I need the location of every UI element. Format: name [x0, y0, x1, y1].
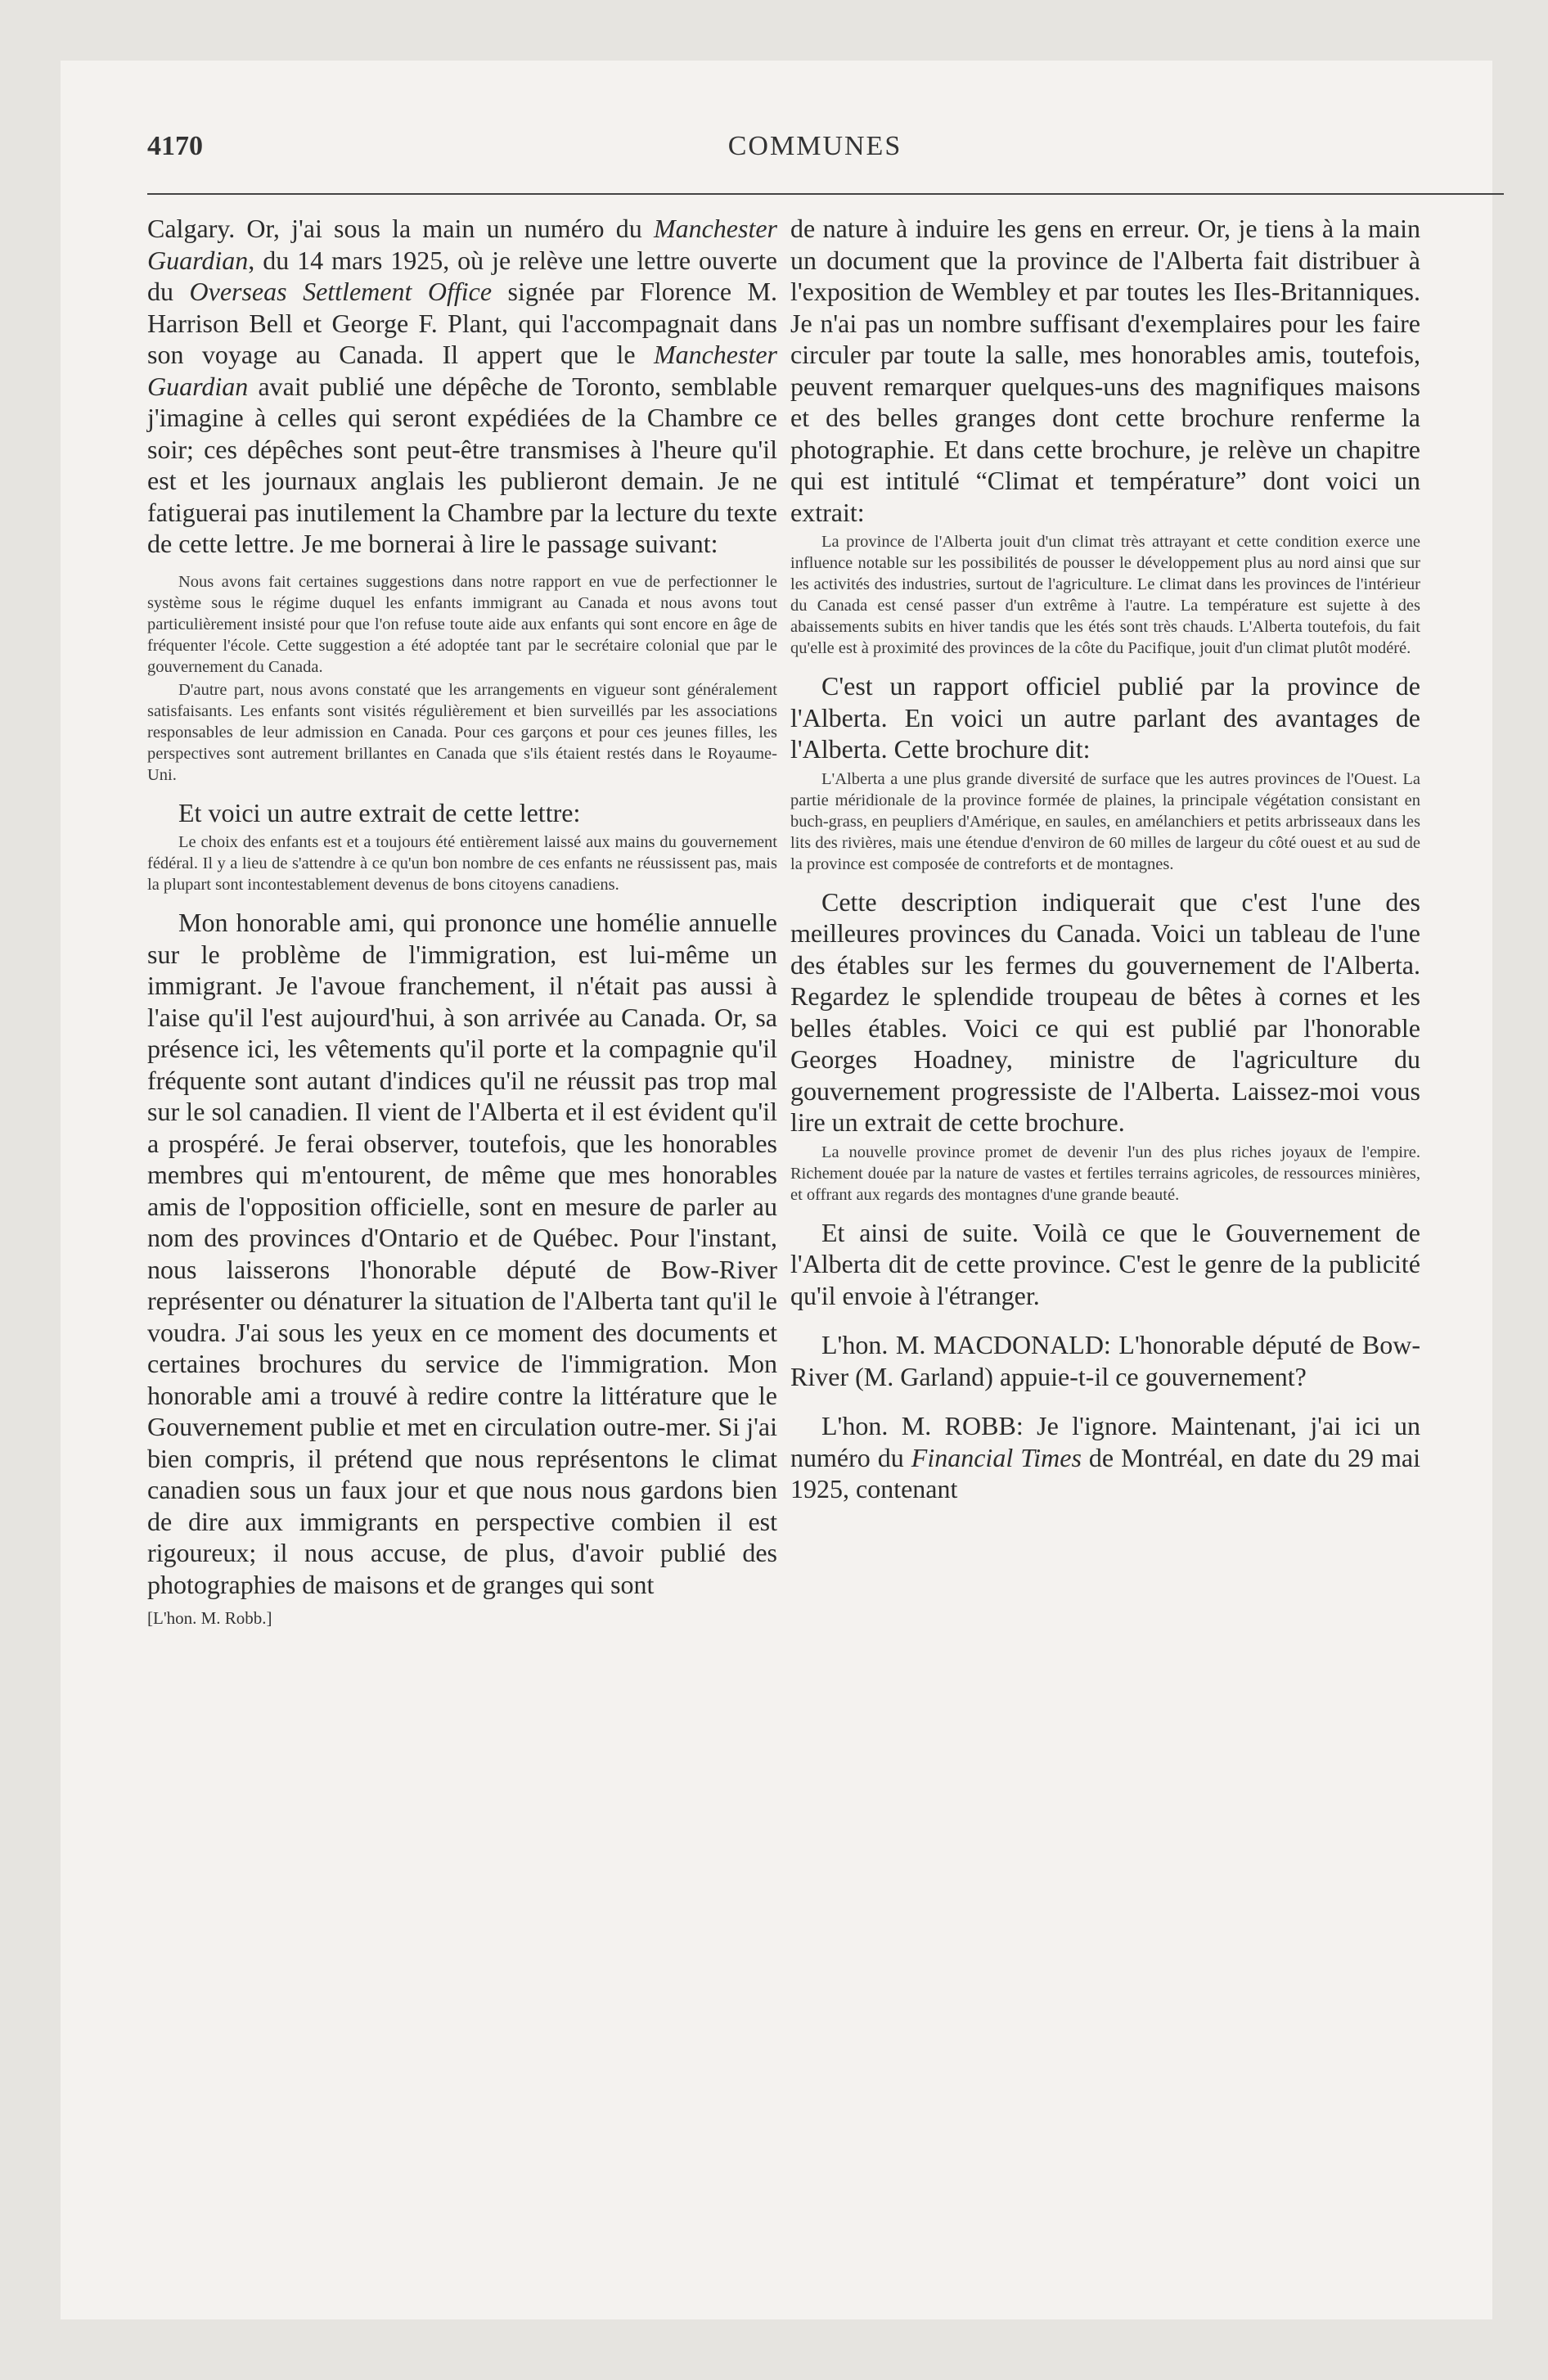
quotation: La nouvelle province promet de devenir l'un des plus riches joyaux de l'empire. Richement douée par la nature de vastes et fertiles terrains agricoles, de ressources minières, et offrant aux regards des montagnes d'une grande beauté. — [790, 1143, 1420, 1204]
paragraph: Et ainsi de suite. Voilà ce que le Gouvernement de l'Alberta dit de cette province. C'est le genre de la publicité qu'il envoie à l'étranger. — [790, 1217, 1420, 1310]
paragraph: L'hon. M. ROBB: Je l'ignore. Maintenant, j'ai ici un numéro du Financial Times de Montréal, en date du 29 mai 1925, contenant — [790, 1411, 1420, 1503]
quotation: Nous avons fait certaines suggestions dans notre rapport en vue de perfectionner le système sous le régime duquel les enfants immigrant au Canada et nous avons tout particulièrement insisté pour que l'on refuse toute aide aux enfants qui sont encore en âge de fréquenter l'école. Cette suggestion a été adoptée tant par le secrétaire colonial que par le gouvernement du Canada. — [147, 572, 777, 676]
paragraph: Cette description indiquerait que c'est l'une des meilleures provinces du Canada. Voici un tableau de l'une des étables sur les fermes du gouvernement de l'Alberta. Regardez le splendide troupeau de bêtes à cornes et les belles étables. Voici ce qui est publié par l'honorable Georges Hoadney, ministre de l'agriculture du gouvernement progressiste de l'Alberta. Laissez-moi vous lire un extrait de cette brochure. — [790, 886, 1420, 1137]
paragraph: Calgary. Or, j'ai sous la main un numéro du Manchester Guardian, du 14 mars 1925, où je relève une lettre ouverte du Overseas Settlement Office signée par Florence M. Harrison Bell et George F. Plant, qui l'accompagnait dans son voyage au Canada. Il appert que le Manchester Guardian avait publié une dépêche de Toronto, semblable j'imagine à celles qui seront expédiées de la Chambre ce soir; ces dépêches sont peut-être transmises à l'heure qu'il est et les journaux anglais les publieront demain. Je ne fatiguerai pas inutilement la Chambre par la lecture du texte de cette lettre. Je me bornerai à lire le passage suivant: — [147, 214, 778, 558]
quotation: La province de l'Alberta jouit d'un climat très attrayant et cette condition exerce une influence notable sur les possibilités de pousser le développement plus au nord ainsi que sur les activités des industries, surtout de l'agriculture. Le climat dans les provinces de l'intérieur du Canada est censé passer d'un extrême à l'autre. La température est sujette à des abaissements subits en hiver tandis que les étés sont très chauds. L'Alberta toutefois, du fait qu'elle est à proximité des provinces de la côte du Pacifique, jouit d'un climat plutôt modéré. — [790, 533, 1420, 657]
speaker-reference: [L'hon. M. Robb.] — [147, 1608, 272, 1628]
right-column — [790, 213, 1420, 1505]
paragraph: C'est un rapport officiel publié par la province de l'Alberta. En voici un autre parlant des avantages de l'Alberta. Cette brochure dit: — [790, 671, 1420, 764]
header-rule — [147, 193, 1504, 195]
quotation: D'autre part, nous avons constaté que les arrangements en vigueur sont généralement satisfaisants. Les enfants sont visités régulièrement et bien surveillés par les associations responsables de leur admission en Canada. Pour ces garçons et pour ces jeunes filles, les perspectives sont autrement brillantes en Canada que s'ils étaient restés dans le Royaume-Uni. — [147, 680, 777, 784]
running-title: COMMUNES — [727, 131, 902, 161]
quotation: Le choix des enfants est et a toujours été entièrement laissé aux mains du gouvernement fédéral. Il y a lieu de s'attendre à ce qu'un bon nombre de ces enfants ne réussissent pas, mais la plupart sont incontestablement devenus de bons citoyens canadiens. — [147, 833, 777, 894]
paragraph: L'hon. M. MACDONALD: L'honorable député de Bow-River (M. Garland) appuie-t-il ce gouvernement? — [790, 1330, 1420, 1391]
paragraph: Et voici un autre extrait de cette lettre: — [178, 797, 581, 827]
page-number: 4170 — [147, 131, 203, 161]
paragraph: de nature à induire les gens en erreur. Or, je tiens à la main un document que la province de l'Alberta fait distribuer à l'exposition de Wembley et par toutes les Iles-Britanniques. Je n'ai pas un nombre suffisant d'exemplaires pour les faire circuler par toute la salle, mes honorables amis, toutefois, peuvent remarquer quelques-uns des magnifiques maisons et des belles granges dont cette brochure renferme la photographie. Et dans cette brochure, je relève un chapitre qui est intitulé “Climat et température” dont voici un extrait: — [790, 214, 1420, 527]
left-column — [147, 213, 777, 1629]
page-header — [147, 131, 1483, 177]
quotation: L'Alberta a une plus grande diversité de surface que les autres provinces de l'Ouest. La partie méridionale de la province formée de plaines, la principale végétation consistant en buch-grass, en peupliers d'Amérique, en saules, en amélanchiers et petits arbrisseaux dans les lits des rivières, mais une étendue d'environ de 60 milles de largeur du côté ouest et au sud de la province est composée de contreforts et de montagnes. — [790, 769, 1420, 873]
paragraph: Mon honorable ami, qui prononce une homélie annuelle sur le problème de l'immigration, est lui-même un immigrant. Je l'avoue franchement, il n'était pas aussi à l'aise qu'il l'est aujourd'hui, à son arrivée au Canada. Or, sa présence ici, les vêtements qu'il porte et la compagnie qu'il fréquente sont autant d'indices qu'il ne réussit pas trop mal sur le sol canadien. Il vient de l'Alberta et il est évident qu'il a prospéré. Je ferai observer, toutefois, que les honorables membres qui m'entourent, de même que mes honorables amis de l'opposition officielle, sont en mesure de parler au nom des provinces d'Ontario et de Québec. Pour l'instant, nous laisserons l'honorable député de Bow-River représenter ou dénaturer la situation de l'Alberta tant qu'il le voudra. J'ai sous les yeux en ce moment des documents et certaines brochures du service de l'immigration. Mon honorable ami a trouvé à redire contre la littérature que le Gouvernement publie et met en circulation outre-mer. Si j'ai bien compris, il prétend que nous représentons le climat canadien sous un faux jour et que nous nous gardons bien de dire aux immigrants en perspective combien il est rigoureux; il nous accuse, de plus, d'avoir publié des photographies de maisons et de granges qui sont — [147, 908, 777, 1599]
